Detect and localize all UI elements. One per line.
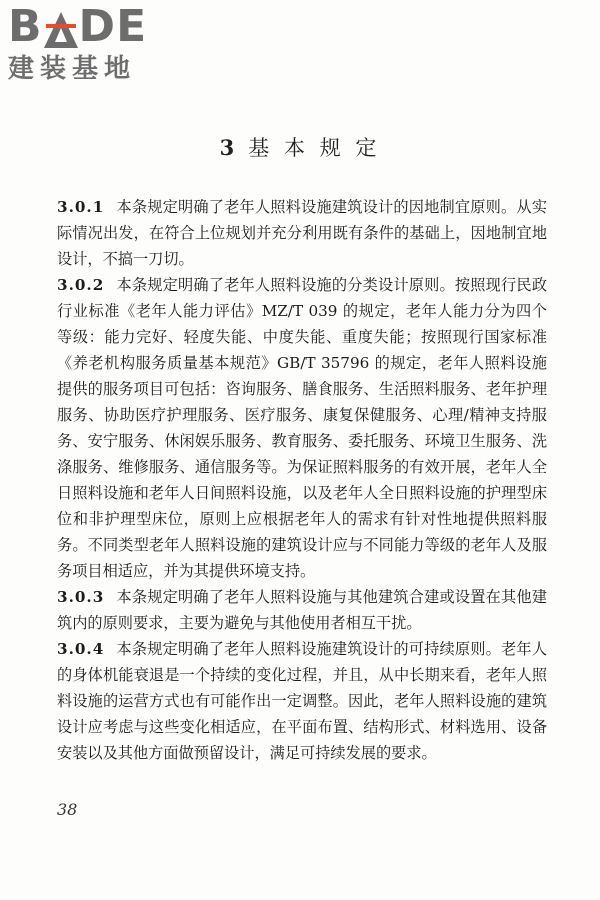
logo-chinese-name: 建装基地 [8, 54, 137, 84]
clause-number: 3.0.2 [57, 276, 105, 294]
clause-list [57, 194, 547, 766]
logo-letter-b: B [8, 1, 43, 52]
clause-number: 3.0.4 [57, 640, 105, 658]
clause-number: 3.0.3 [57, 588, 105, 606]
chapter-number: 3 [219, 135, 235, 160]
chapter-title [0, 132, 600, 162]
clause-3-0-2 [57, 272, 547, 584]
logo-wordmark [8, 1, 178, 52]
clause-3-0-1 [57, 194, 547, 272]
page-number: 38 [57, 800, 78, 819]
chapter-title-text: 基 本 规 定 [248, 136, 381, 160]
clause-text: 本条规定明确了老年人照料设施的分类设计原则。按照现行民政行业标准《老年人能力评估》MZ/T 039 的规定，老年人能力分为四个等级：能力完好、轻度失能、中度失能、重度失能；按照现行国家标准《养老机构服务质量基本规范》GB/T 35796 的规定，老年人照料设施提供的服务项目可包括：咨询服务、膳食服务、生活照料服务、老年护理服务、协助医疗护理服务、医疗服务、康复保健服务、心理/精神支持服务、安宁服务、休闲娱乐服务、教育服务、委托服务、环境卫生服务、洗涤服务、维修服务、通信服务等。为保证照料服务的有效开展，老年人全日照料设施和老年人日间照料设施，以及老年人全日照料设施的护理型床位和非护理型床位，原则上应根据老年人的需求有针对性地提供照料服务。不同类型老年人照料设施的建筑设计应与不同能力等级的老年人及服务项目相适应，并为其提供环境支持。 [57, 276, 547, 580]
clause-text: 本条规定明确了老年人照料设施与其他建筑合建或设置在其他建筑内的原则要求，主要为避免与其他使用者相互干扰。 [57, 588, 547, 632]
clause-text: 本条规定明确了老年人照料设施建筑设计的因地制宜原则。从实际情况出发，在符合上位规划并充分利用既有条件的基础上，因地制宜地设计，不搞一刀切。 [57, 198, 547, 268]
clause-number: 3.0.1 [57, 198, 105, 216]
clause-3-0-3 [57, 584, 547, 636]
clause-3-0-4 [57, 636, 547, 766]
logo-letters-de: DE [78, 1, 148, 52]
logo-a-triangle-icon [44, 12, 78, 50]
clause-text: 本条规定明确了老年人照料设施建筑设计的可持续原则。老年人的身体机能衰退是一个持续的变化过程，并且，从中长期来看，老年人照料设施的运营方式也有可能作出一定调整。因此，老年人照料设施的建筑设计应考虑与这些变化相适应，在平面布置、结构形式、材料选用、设备安装以及其他方面做预留设计，满足可持续发展的要求。 [57, 640, 547, 762]
brand-logo [8, 1, 178, 84]
